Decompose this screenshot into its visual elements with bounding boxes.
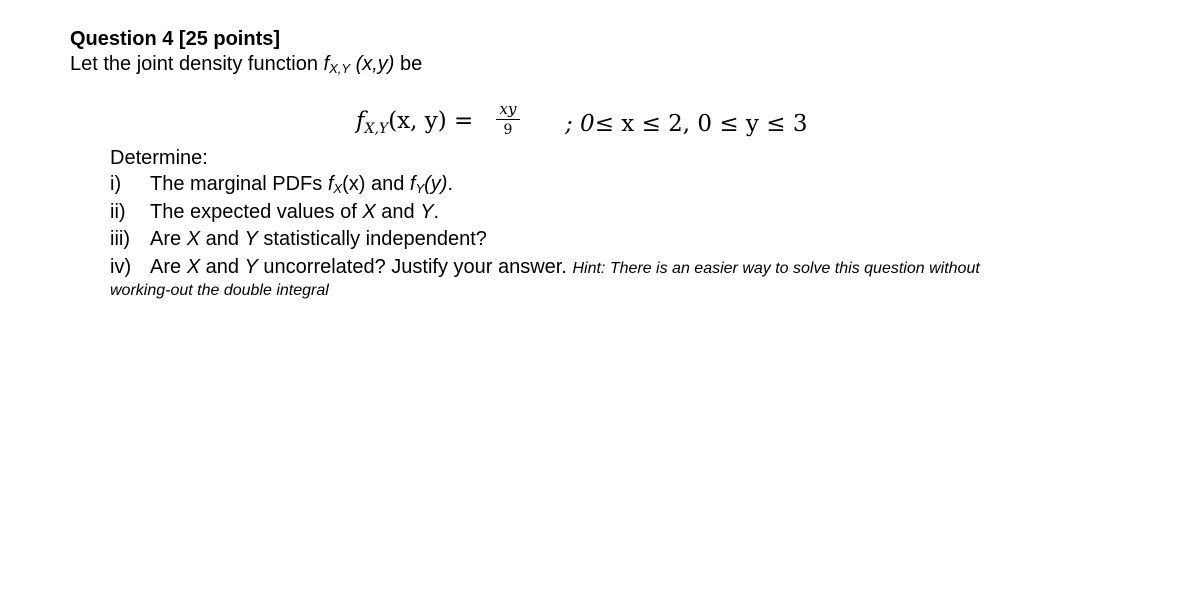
list-item-i bbox=[110, 173, 453, 196]
item-number: i) bbox=[110, 173, 122, 195]
list-item-ii bbox=[110, 201, 439, 224]
marginal-fy-subscript: Y bbox=[415, 181, 425, 196]
variable-y: Y bbox=[420, 201, 434, 223]
item-number: iii) bbox=[110, 228, 130, 250]
list-item-iii bbox=[110, 228, 487, 251]
marginal-fx-symbol: f bbox=[327, 173, 334, 195]
fraction-numerator: xy bbox=[499, 100, 517, 118]
marginal-fx-args: (x) bbox=[342, 173, 366, 195]
variable-y: Y bbox=[244, 228, 258, 250]
variable-y: Y bbox=[244, 256, 258, 278]
intro-function-args: (x,y) bbox=[350, 53, 395, 75]
intro-text: Let the joint density function bbox=[70, 53, 324, 75]
density-fraction bbox=[496, 101, 520, 138]
item-text-mid: and bbox=[375, 201, 421, 223]
support-range bbox=[565, 111, 807, 137]
equation-args: (x, y) = bbox=[388, 108, 474, 134]
range-conditions: ≤ x ≤ 2, 0 ≤ y ≤ 3 bbox=[594, 111, 808, 137]
item-text-mid: and bbox=[200, 228, 245, 250]
marginal-fy-args: (y) bbox=[424, 173, 448, 195]
hint-text-continued: working-out the double integral bbox=[110, 282, 329, 299]
item-number: ii) bbox=[110, 201, 126, 223]
list-item-iv bbox=[110, 256, 980, 279]
variable-x: X bbox=[362, 201, 376, 223]
equation-function-subscript: X,Y bbox=[364, 121, 389, 137]
item-number: iv) bbox=[110, 256, 132, 278]
equation-function-symbol: f bbox=[356, 108, 365, 134]
item-text-end: statistically independent? bbox=[257, 228, 487, 250]
range-prefix: ; 0 bbox=[565, 111, 595, 137]
variable-x: X bbox=[186, 256, 201, 278]
item-text: The marginal PDFs bbox=[150, 173, 328, 195]
intro-function-subscript: X,Y bbox=[329, 61, 351, 76]
intro-function-symbol: f bbox=[323, 53, 330, 75]
marginal-fy-symbol: f bbox=[409, 173, 416, 195]
density-equation-lhs bbox=[356, 108, 474, 137]
item-text-end: uncorrelated? Justify your answer. bbox=[257, 256, 567, 278]
question-title: Question 4 [25 points] bbox=[70, 28, 281, 50]
intro-suffix: be bbox=[394, 53, 423, 75]
item-text: Are bbox=[150, 228, 187, 250]
item-text-mid: and bbox=[365, 173, 410, 195]
item-text-end: . bbox=[433, 201, 440, 223]
variable-x: X bbox=[186, 228, 201, 250]
question-intro bbox=[70, 53, 422, 76]
item-text-mid: and bbox=[200, 256, 245, 278]
fraction-denominator: 9 bbox=[503, 122, 513, 138]
marginal-fx-subscript: X bbox=[333, 181, 343, 196]
determine-label: Determine: bbox=[110, 147, 208, 169]
item-text-end: . bbox=[447, 173, 454, 195]
fraction-bar bbox=[496, 119, 520, 120]
item-text: Are bbox=[150, 256, 187, 278]
hint-text: Hint: There is an easier way to solve this question without bbox=[572, 260, 980, 277]
item-text: The expected values of bbox=[150, 201, 363, 223]
